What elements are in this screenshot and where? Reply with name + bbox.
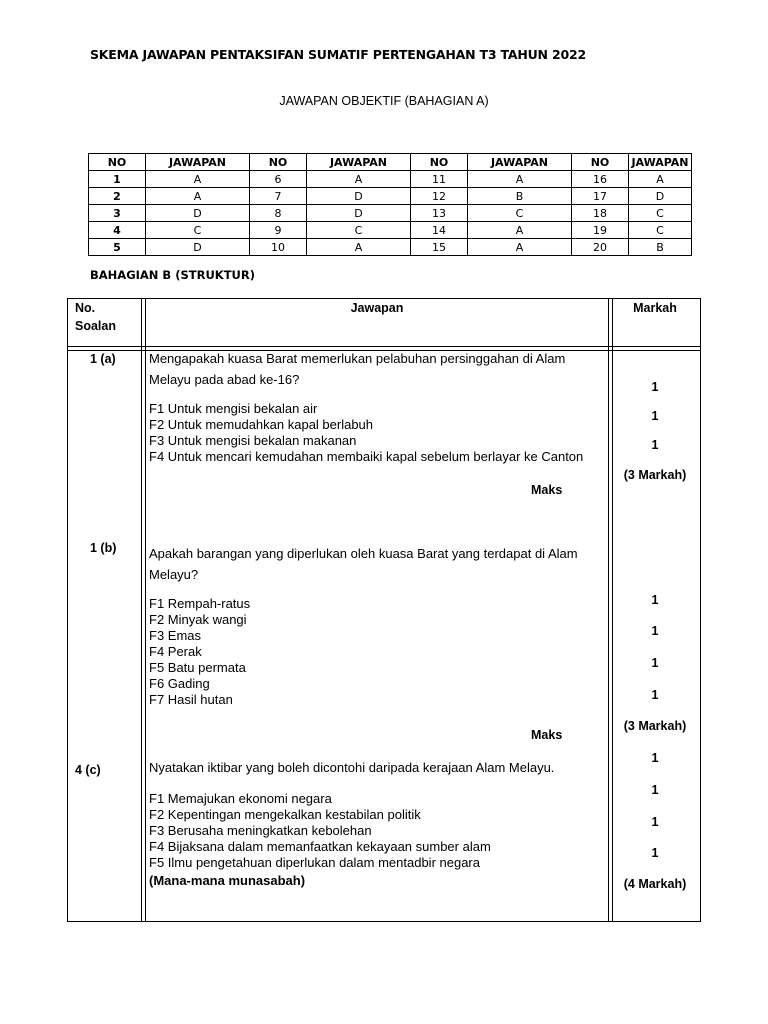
header-question-number: No. (75, 301, 96, 315)
total-marks-1b: (3 Markah) (623, 719, 687, 733)
header-no: NO (250, 154, 307, 171)
answer-cell: C (629, 205, 692, 222)
document-title: SKEMA JAWAPAN PENTAKSIFAN SUMATIF PERTENGAHAN T3 TAHUN 2022 (90, 47, 586, 62)
answer-cell: D (307, 205, 411, 222)
question-number: 11 (411, 171, 468, 188)
answer-cell: D (629, 188, 692, 205)
answer-point: F2 Untuk memudahkan kapal berlabuh (149, 417, 374, 432)
answer-cell: D (307, 188, 411, 205)
header-answer: Jawapan (350, 301, 404, 315)
answer-point: F2 Minyak wangi (149, 612, 247, 627)
maks-label-1a: Maks (531, 483, 563, 497)
mark-value: 1 (651, 593, 659, 607)
question-number: 13 (411, 205, 468, 222)
section-b-title: BAHAGIAN B (STRUKTUR) (90, 268, 255, 282)
question-number: 15 (411, 239, 468, 256)
question-number: 5 (89, 239, 146, 256)
header-jawapan: JAWAPAN (307, 154, 411, 171)
answer-cell: A (629, 171, 692, 188)
question-number: 12 (411, 188, 468, 205)
answer-point: F3 Untuk mengisi bekalan makanan (149, 433, 357, 448)
header-no: NO (411, 154, 468, 171)
mark-value: 1 (651, 815, 659, 829)
answer-point: F7 Hasil hutan (149, 692, 233, 707)
answer-point: F6 Gading (149, 676, 210, 691)
mark-value: 1 (651, 751, 659, 765)
mark-value: 1 (651, 438, 659, 452)
answer-cell: A (146, 171, 250, 188)
mark-value: 1 (651, 624, 659, 638)
mark-value: 1 (651, 380, 659, 394)
question-number: 3 (89, 205, 146, 222)
question-number: 16 (572, 171, 629, 188)
answer-point: F1 Untuk mengisi bekalan air (149, 401, 318, 416)
answer-point: F1 Rempah-ratus (149, 596, 251, 611)
question-number: 14 (411, 222, 468, 239)
question-number: 18 (572, 205, 629, 222)
answer-cell: A (468, 171, 572, 188)
mark-value: 1 (651, 783, 659, 797)
answer-cell: C (146, 222, 250, 239)
answer-cell: C (307, 222, 411, 239)
question-number-1a: 1 (a) (90, 352, 116, 366)
question-number: 10 (250, 239, 307, 256)
objective-table-header-row (89, 154, 692, 171)
answer-point: F5 Batu permata (149, 660, 246, 675)
header-no: NO (89, 154, 146, 171)
objective-section-title: JAWAPAN OBJEKTIF (BAHAGIAN A) (279, 94, 489, 108)
header-no: NO (572, 154, 629, 171)
column-divider (141, 298, 146, 921)
mark-value: 1 (651, 688, 659, 702)
answer-point: F4 Bijaksana dalam memanfaatkan kekayaan sumber alam (149, 839, 491, 854)
answer-cell: A (468, 239, 572, 256)
answer-cell: C (468, 205, 572, 222)
answer-cell: C (629, 222, 692, 239)
answer-point: F3 Berusaha meningkatkan kebolehan (149, 823, 372, 838)
answer-points-4c (149, 791, 604, 871)
answer-points-1a (149, 401, 604, 465)
header-jawapan: JAWAPAN (468, 154, 572, 171)
table-row (89, 171, 692, 188)
question-number: 1 (89, 171, 146, 188)
mark-value: 1 (651, 846, 659, 860)
answer-cell: A (307, 239, 411, 256)
question-number: 2 (89, 188, 146, 205)
total-marks-1a: (3 Markah) (623, 468, 687, 482)
header-jawapan: JAWAPAN (146, 154, 250, 171)
question-number: 6 (250, 171, 307, 188)
question-number: 19 (572, 222, 629, 239)
answer-cell: A (307, 171, 411, 188)
question-4c-text: Nyatakan iktibar yang boleh dicontohi daripada kerajaan Alam Melayu. (149, 760, 555, 775)
answer-cell: B (629, 239, 692, 256)
answer-points-1b (149, 596, 604, 708)
question-number: 4 (89, 222, 146, 239)
question-number-4c: 4 (c) (75, 763, 101, 777)
question-1b-text: Apakah barangan yang diperlukan oleh kuasa Barat yang terdapat di Alam Melayu? (149, 546, 578, 582)
question-number: 7 (250, 188, 307, 205)
answer-cell: D (146, 205, 250, 222)
header-marks: Markah (633, 301, 677, 315)
table-row (89, 188, 692, 205)
answer-point: F4 Perak (149, 644, 202, 659)
answer-point: F1 Memajukan ekonomi negara (149, 791, 332, 806)
answer-cell: A (468, 222, 572, 239)
answer-point: F2 Kepentingan mengekalkan kestabilan politik (149, 807, 421, 822)
mark-value: 1 (651, 409, 659, 423)
question-number-1b: 1 (b) (90, 541, 117, 555)
question-1a-text: Mengapakah kuasa Barat memerlukan pelabuhan persinggahan di Alam Melayu pada abad ke-16? (149, 351, 566, 387)
header-question-number-label: Soalan (75, 319, 116, 333)
table-row (89, 239, 692, 256)
answer-cell: D (146, 239, 250, 256)
maks-label-1b: Maks (531, 728, 563, 742)
any-reasonable-note: (Mana-mana munasabah) (149, 873, 306, 888)
answer-cell: B (468, 188, 572, 205)
question-number: 20 (572, 239, 629, 256)
answer-point: F5 Ilmu pengetahuan diperlukan dalam mentadbir negara (149, 855, 480, 870)
answer-point: F4 Untuk mencari kemudahan membaiki kapal sebelum berlayar ke Canton (149, 449, 584, 464)
mark-value: 1 (651, 656, 659, 670)
answer-point: F3 Emas (149, 628, 202, 643)
table-row (89, 205, 692, 222)
table-row (89, 222, 692, 239)
question-number: 8 (250, 205, 307, 222)
objective-answer-table (88, 153, 692, 256)
header-jawapan: JAWAPAN (629, 154, 692, 171)
question-number: 9 (250, 222, 307, 239)
question-number: 17 (572, 188, 629, 205)
total-marks-4c: (4 Markah) (623, 877, 687, 891)
answer-cell: A (146, 188, 250, 205)
